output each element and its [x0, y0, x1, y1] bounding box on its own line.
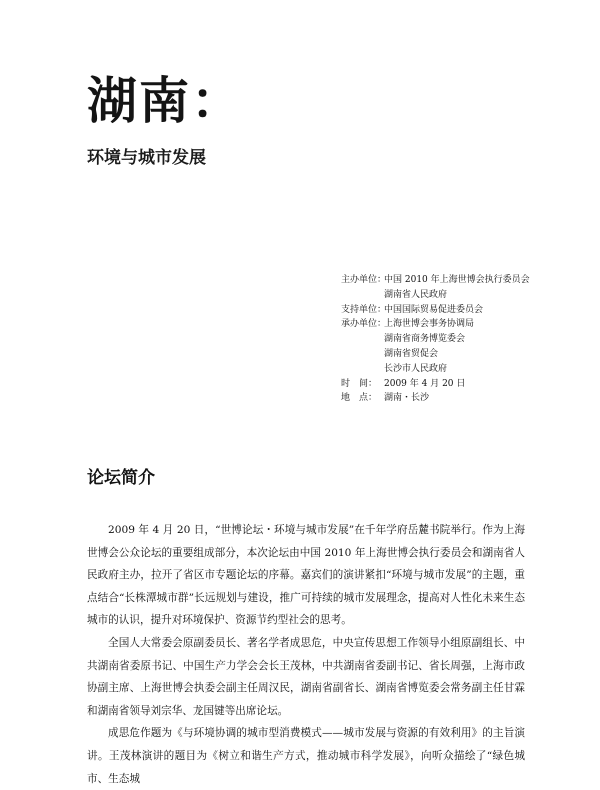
- organizer-value: 上海世博会事务协调局: [384, 319, 475, 330]
- organizer-value: 湖南省商务博览委会: [384, 334, 466, 345]
- organizer-row: [341, 347, 571, 362]
- place-row: [341, 391, 571, 406]
- time-value: 2009 年 4 月 20 日: [384, 378, 466, 389]
- host-value: 湖南省人民政府: [384, 289, 448, 300]
- body-paragraph: 成思危作题为《与环境协调的城市型消费模式——城市发展与资源的有效利用》的主旨演讲。王茂林演讲的题目为《树立和谐生产方式，推动城市科学发展》，向听众描绘了“绿色城市、生态城: [87, 727, 525, 785]
- time-label: 时 间：: [341, 378, 377, 389]
- organizer-value: 长沙市人民政府: [384, 363, 448, 374]
- place-value: 湖南・长沙: [384, 393, 430, 404]
- time-row: [341, 377, 571, 392]
- page-subtitle: 环境与城市发展: [87, 148, 206, 168]
- support-label: 支持单位：: [341, 304, 387, 315]
- organizer-row: [341, 332, 571, 347]
- host-value: 中国 2010 年上海世博会执行委员会: [384, 275, 530, 285]
- support-value: 中国国际贸易促进委员会: [384, 304, 484, 315]
- host-row: [341, 273, 571, 288]
- host-label: 主办单位：: [341, 275, 387, 285]
- body-paragraph: 全国人大常委会原副委员长、著名学者成思危，中央宣传思想工作领导小组原副组长、中共湖南省委原书记、中国生产力学会会长王茂林，中共湖南省委副书记、省长周强，上海市政协副主席、上海世博会执委会副主任周汉民，湖南省副省长、湖南省博览委会常务副主任甘霖和湖南省领导刘宗华、龙国键等出席论坛。: [87, 636, 525, 717]
- organizer-row: [341, 317, 571, 332]
- body-paragraph: 2009 年 4 月 20 日，“世博论坛・环境与城市发展”在千年学府岳麓书院举行。作为上海世博会公众论坛的重要组成部分，本次论坛由中国 2010 年上海世博会执行委员会和湖南省人民政府主办，拉开了省区市专题论坛的序幕。嘉宾们的演讲紧扣“环境与城市发展”的主题，重点结合“长株潭城市群”长远规划与建设，推广可持续的城市发展理念，提高对人性化未来生态城市的认识，提升对环境保护、资源节约型社会的思考。: [87, 524, 525, 627]
- event-info-block: [341, 273, 571, 406]
- page-title: 湖南：: [87, 72, 243, 130]
- place-label: 地 点：: [341, 393, 377, 404]
- body-text: [87, 519, 525, 790]
- host-row: [341, 288, 571, 303]
- support-row: [341, 303, 571, 318]
- organizer-row: [341, 362, 571, 377]
- section-heading: 论坛简介: [87, 468, 155, 488]
- organizer-value: 湖南省贸促会: [384, 348, 439, 359]
- organizer-label: 承办单位：: [341, 319, 387, 330]
